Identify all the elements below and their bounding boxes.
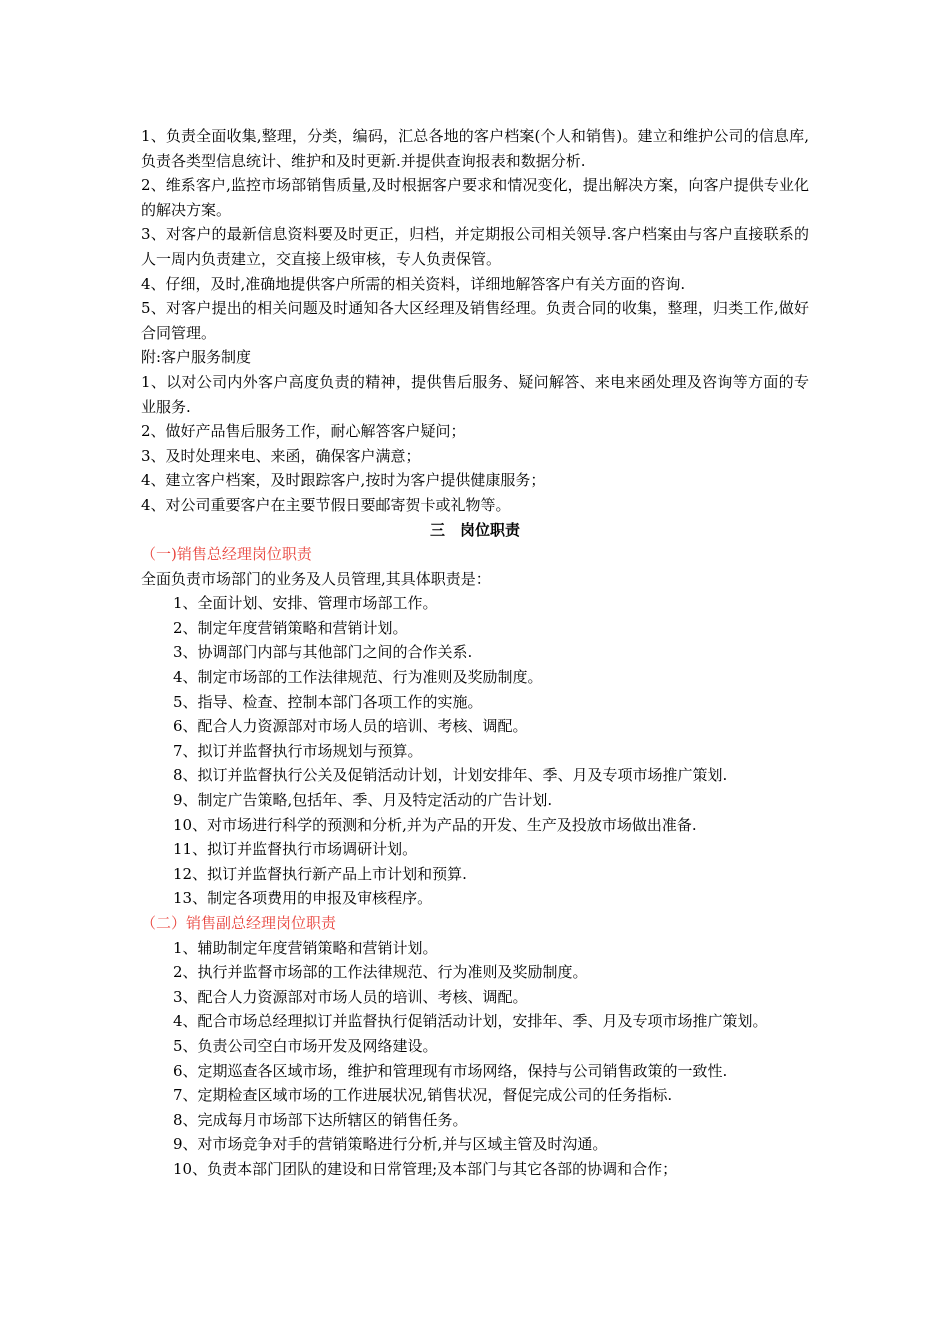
intro-item-3: 3、对客户的最新信息资料要及时更正，归档，并定期报公司相关领导.客户档案由与客户直接联系的人一周内负责建立，交直接上级审核，专人负责保管。 [141,225,809,268]
appendix-item-5: 4、对公司重要客户在主要节假日要邮寄贺卡或礼物等。 [141,495,511,514]
intro-item-5: 5、对客户提出的相关问题及时通知各大区经理及销售经理。负责合同的收集，整理，归类工作,做好合同管理。 [141,299,809,342]
appendix-item-3: 3、及时处理来电、来函，确保客户满意； [141,446,421,465]
gm-item-12: 12、拟订并监督执行新产品上市计划和预算. [173,864,467,883]
gm-item-9: 9、制定广告策略,包括年、季、月及特定活动的广告计划. [173,791,553,810]
vgm-item-9: 9、对市场竞争对手的营销策略进行分析,并与区域主管及时沟通。 [173,1135,608,1154]
appendix-item-2: 2、做好产品售后服务工作，耐心解答客户疑问； [141,422,466,441]
section-title: 三 岗位职责 [429,520,520,539]
vgm-item-8: 8、完成每月市场部下达所辖区的销售任务。 [173,1110,468,1129]
intro-item-4: 4、仔细，及时,准确地提供客户所需的相关资料，详细地解答客户有关方面的咨询. [141,274,686,293]
document-page [141,124,809,1182]
gm-item-6: 6、配合人力资源部对市场人员的培训、考核、调配。 [173,717,528,736]
gm-item-7: 7、拟订并监督执行市场规划与预算。 [173,741,423,760]
vgm-item-2: 2、执行并监督市场部的工作法律规范、行为准则及奖励制度。 [173,963,588,982]
vgm-item-10: 10、负责本部门团队的建设和日常管理;及本部门与其它各部的协调和合作； [173,1159,678,1178]
vgm-item-7: 7、定期检查区域市场的工作进展状况,销售状况，督促完成公司的任务指标. [173,1086,673,1105]
gm-heading: （一)销售总经理岗位职责 [141,545,312,564]
appendix-title: 附:客户服务制度 [141,348,252,367]
gm-item-2: 2、制定年度营销策略和营销计划。 [173,618,408,637]
vgm-item-3: 3、配合人力资源部对市场人员的培训、考核、调配。 [173,987,528,1006]
gm-item-11: 11、拟订并监督执行市场调研计划。 [173,840,418,859]
vgm-item-4: 4、配合市场总经理拟订并监督执行促销活动计划，安排年、季、月及专项市场推广策划。 [173,1012,768,1031]
gm-intro: 全面负责市场部门的业务及人员管理,其具体职责是： [141,569,491,588]
gm-item-1: 1、全面计划、安排、管理市场部工作。 [173,594,438,613]
intro-item-1: 1、负责全面收集,整理，分类，编码，汇总各地的客户档案(个人和销售)。建立和维护公司的信息库,负责各类型信息统计、维护和及时更新.并提供查询报表和数据分析. [141,127,809,170]
vgm-heading: （二）销售副总经理岗位职责 [141,914,337,932]
intro-item-2: 2、维系客户,监控市场部销售质量,及时根据客户要求和情况变化，提出解决方案，向客户提供专业化的解决方案。 [141,176,809,219]
gm-item-3: 3、协调部门内部与其他部门之间的合作关系. [173,643,473,662]
gm-item-4: 4、制定市场部的工作法律规范、行为准则及奖励制度。 [173,668,543,687]
appendix-item-1: 1、以对公司内外客户高度负责的精神，提供售后服务、疑问解答、来电来函处理及咨询等方面的专业服务. [141,372,809,416]
vgm-item-5: 5、负责公司空白市场开发及网络建设。 [173,1036,438,1055]
vgm-item-6: 6、定期巡查各区域市场，维护和管理现有市场网络，保持与公司销售政策的一致性. [173,1061,728,1080]
gm-item-5: 5、指导、检查、控制本部门各项工作的实施。 [173,692,483,711]
appendix-item-4: 4、建立客户档案，及时跟踪客户,按时为客户提供健康服务； [141,471,546,490]
gm-item-10: 10、对市场进行科学的预测和分析,并为产品的开发、生产及投放市场做出准备. [173,815,697,834]
vgm-item-1: 1、辅助制定年度营销策略和营销计划。 [173,938,438,957]
gm-item-8: 8、拟订并监督执行公关及促销活动计划，计划安排年、季、月及专项市场推广策划. [173,766,728,785]
gm-item-13: 13、制定各项费用的申报及审核程序。 [173,889,433,908]
